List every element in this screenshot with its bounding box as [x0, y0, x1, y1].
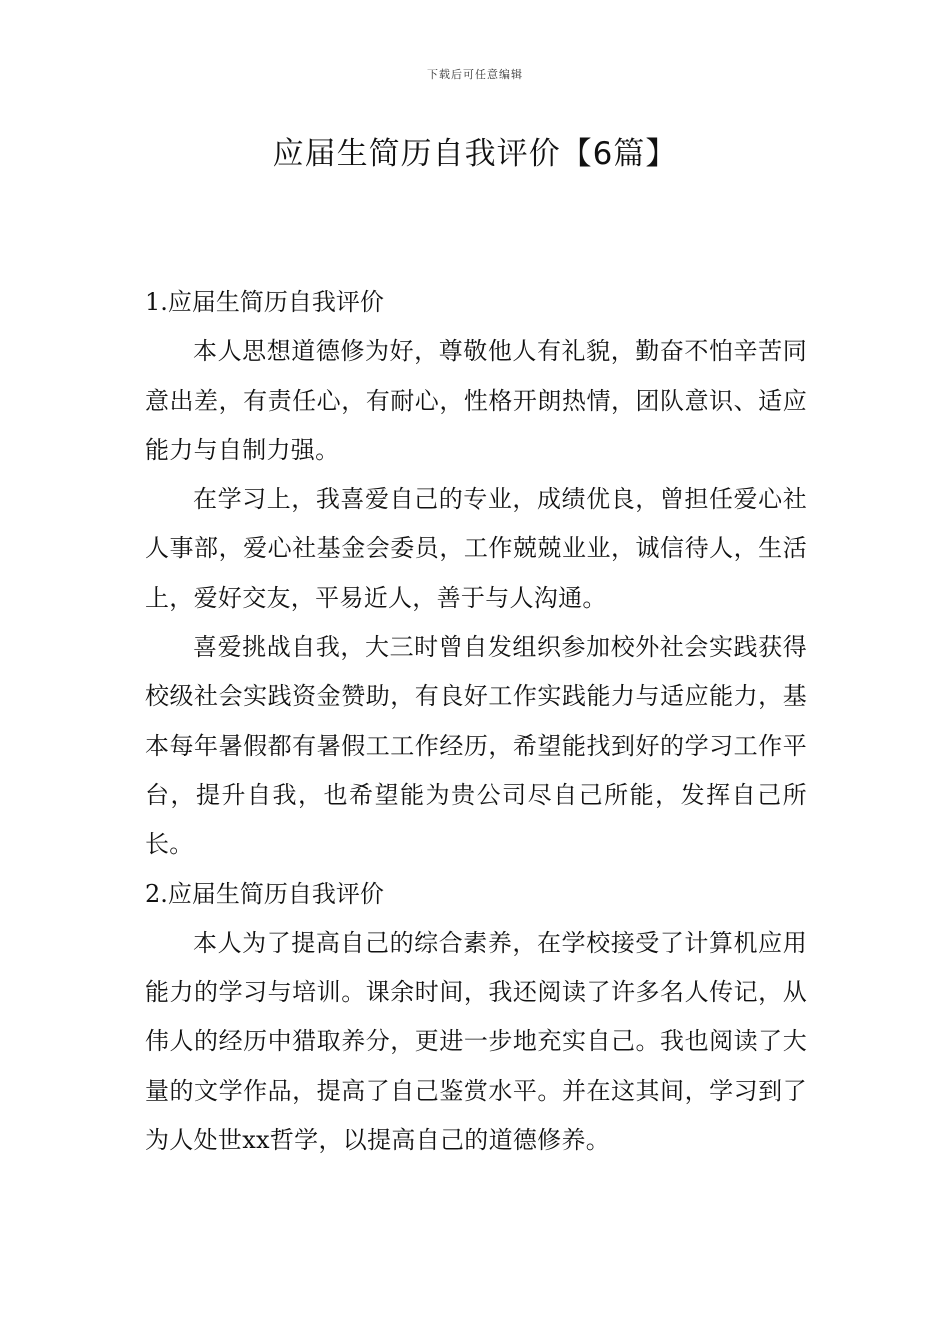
document-body: [145, 278, 807, 1165]
paragraph: 喜爱挑战自我，大三时曾自发组织参加校外社会实践获得校级社会实践资金赞助，有良好工作实践能力与适应能力，基本每年暑假都有暑假工工作经历，希望能找到好的学习工作平台，提升自我，也希望能为贵公司尽自己所能，发挥自己所长。: [145, 633, 807, 859]
paragraph: 在学习上，我喜爱自己的专业，成绩优良，曾担任爱心社人事部，爱心社基金会委员，工作兢兢业业，诚信待人，生活上，爱好交友，平易近人，善于与人沟通。: [145, 485, 807, 612]
header-note: 下载后可任意编辑: [427, 68, 523, 81]
section-heading: 1.应届生简历自我评价: [145, 288, 384, 316]
section-2: [145, 870, 807, 1166]
section-heading: 2.应届生简历自我评价: [145, 879, 384, 908]
paragraph: 本人思想道德修为好，尊敬他人有礼貌，勤奋不怕辛苦同意出差，有责任心，有耐心，性格开朗热情，团队意识、适应能力与自制力强。: [145, 337, 807, 464]
document-title: 应届生简历自我评价【6篇】: [272, 136, 678, 172]
paragraph: 本人为了提高自己的综合素养，在学校接受了计算机应用能力的学习与培训。课余时间，我还阅读了许多名人传记，从伟人的经历中猎取养分，更进一步地充实自己。我也阅读了大量的文学作品，提高了自己鉴赏水平。并在这其间，学习到了为人处世xx哲学，以提高自己的道德修养。: [145, 928, 807, 1155]
section-1: [145, 278, 807, 870]
